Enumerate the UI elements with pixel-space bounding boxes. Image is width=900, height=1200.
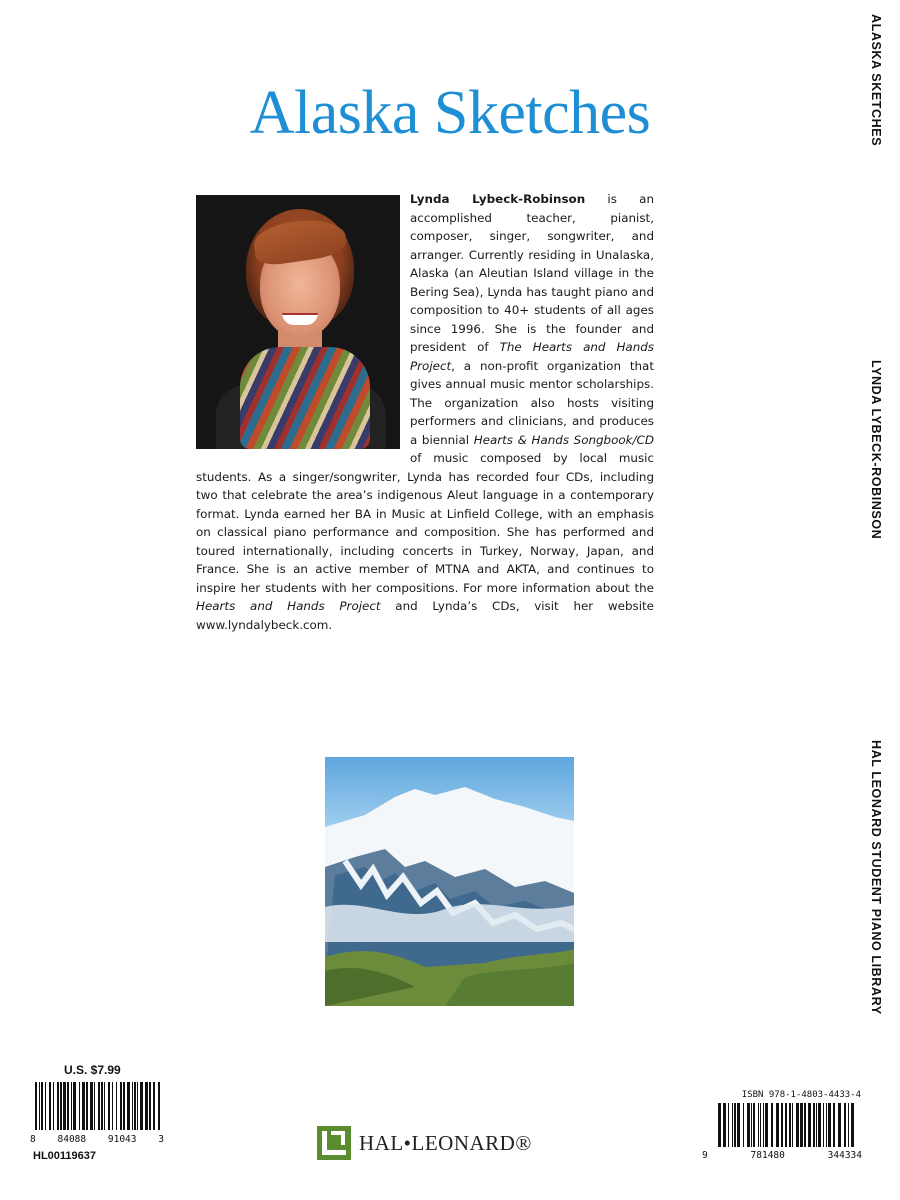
author-name: Lynda Lybeck-Robinson <box>410 192 586 206</box>
author-biography: Lynda Lybeck-Robinson is an accomplished teacher, pianist, composer, singer, songwriter, and arranger. Currently residing in Unalaska, Alaska (an Aleutian Island village in the Bering Sea), Lynda has taught piano and composition to 40+ students of all ages since 1996. She is the founder and president of The Hearts and Hands Project, a non-profit organization that gives annual music mentor scholarships. The organization also hosts visiting performers and clinicians, and produces a biennial Hearts & Hands Songbook/CD of music composed by local music students. As a singer/songwriter, Lynda has recorded four CDs, including two that celebrate the area’s indigenous Aleut language in a contemporary format. Lynda earned her BA in Music at Linfield College, with an emphasis on classical piano performance and composition. She has performed and toured internationally, including concerts in Turkey, Norway, Japan, and France. She is an active member of MTNA and AKTA, and continues to inspire her students with her compositions. For more information about the Hearts and Hands Project and Lynda’s CDs, visit her website www.lyndalybeck.com. <box>196 192 654 632</box>
songbook-name: Hearts & Hands Songbook/CD <box>473 432 654 447</box>
isbn-digits: 9 781480 344334 <box>702 1150 862 1161</box>
project-name: The Hearts and Hands Project <box>410 340 654 373</box>
hal-leonard-mark-icon <box>317 1126 351 1160</box>
project-name-2: Hearts and Hands Project <box>196 599 381 613</box>
spine-title: ALASKA SKETCHES <box>869 14 883 147</box>
book-title: Alaska Sketches <box>249 79 651 147</box>
price-label: U.S. $7.99 <box>64 1063 121 1077</box>
upc-barcode <box>33 1082 163 1130</box>
product-code: HL00119637 <box>33 1150 96 1162</box>
mountain-illustration <box>325 757 574 1006</box>
spine-series: HAL LEONARD STUDENT PIANO LIBRARY <box>869 740 883 1015</box>
spine-author: LYNDA LYBECK-ROBINSON <box>869 360 883 540</box>
publisher-logo <box>317 1125 532 1161</box>
publisher-name: HAL•LEONARD® <box>359 1130 532 1155</box>
isbn-text: ISBN 978-1-4803-4433-4 <box>741 1090 861 1100</box>
isbn-barcode <box>716 1103 858 1147</box>
upc-digits: 8 84088 91043 3 <box>30 1134 164 1145</box>
